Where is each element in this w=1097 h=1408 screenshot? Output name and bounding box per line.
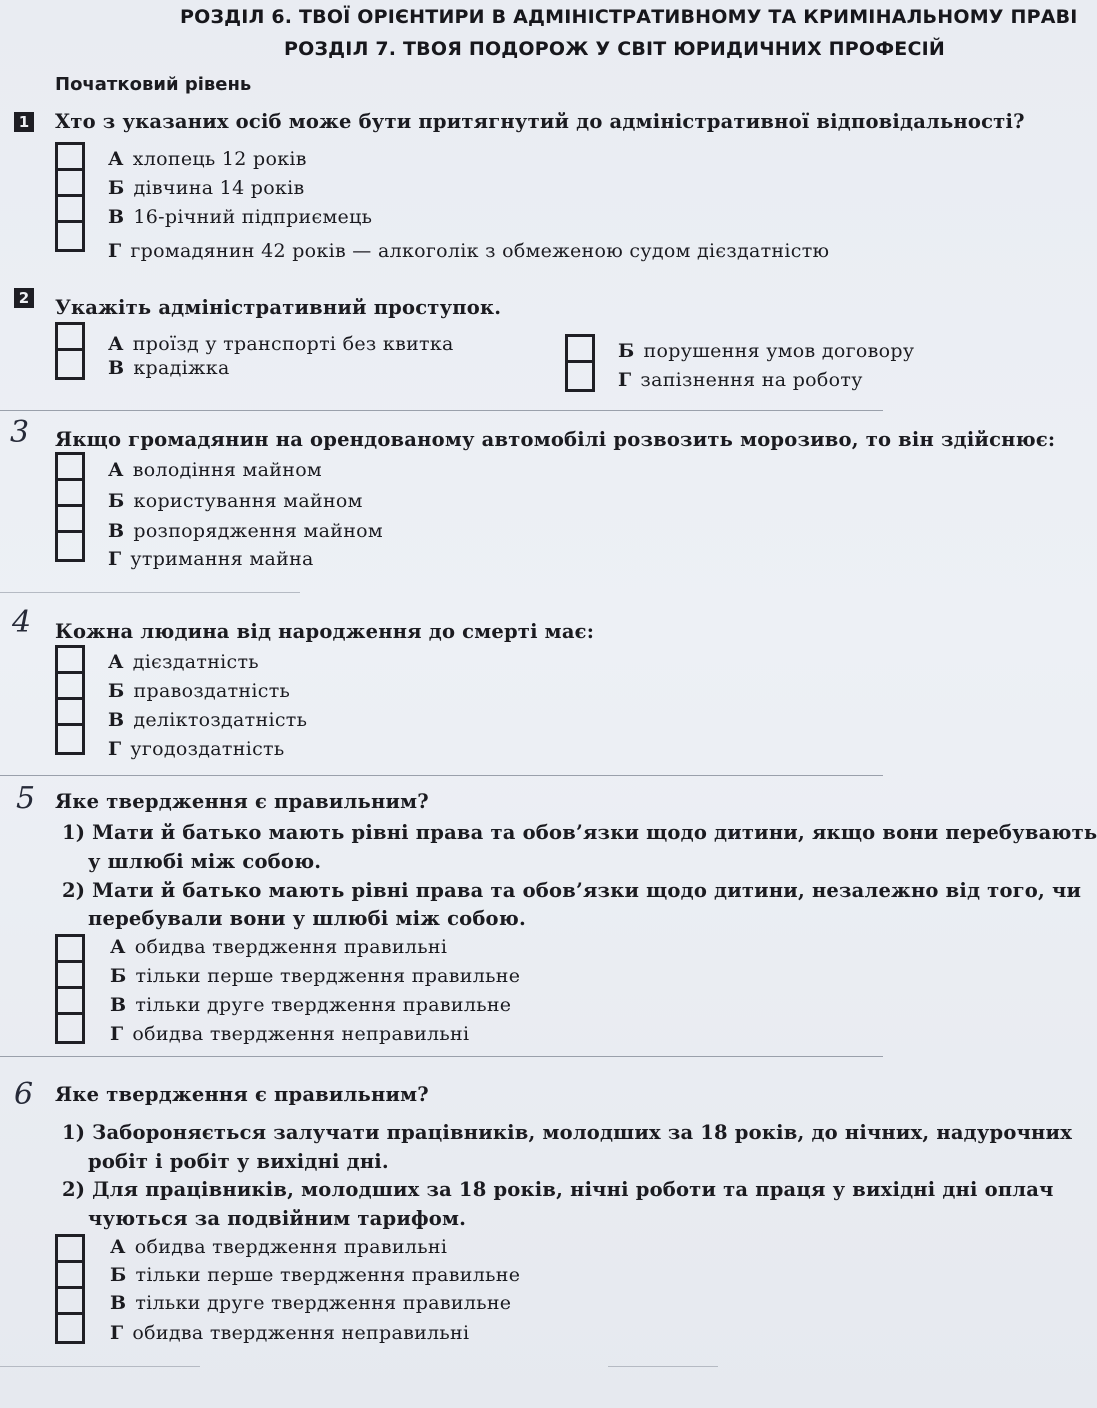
question-6-text: Яке твердження є правильним?: [55, 1083, 429, 1106]
option-letter: Г: [108, 738, 122, 760]
option-q4-b: [108, 680, 290, 702]
answer-box[interactable]: [58, 648, 82, 674]
answer-box[interactable]: [58, 1015, 82, 1041]
answer-box[interactable]: [58, 145, 82, 171]
answer-boxes-q1[interactable]: [55, 142, 85, 252]
answer-box[interactable]: [58, 674, 82, 700]
option-text: володіння майном: [132, 459, 323, 481]
option-letter: А: [110, 936, 126, 958]
answer-box[interactable]: [58, 726, 82, 752]
option-letter: В: [110, 994, 127, 1016]
answer-box[interactable]: [58, 1237, 82, 1263]
option-q2-g: [618, 369, 863, 391]
statement-q6-2: 2) Для працівників, молодших за 18 років, нічні роботи та праця у вихідні дні оплач: [62, 1178, 1054, 1201]
answer-box[interactable]: [58, 351, 82, 377]
option-q6-d: [110, 1322, 469, 1344]
statement-q5-1: 1) Мати й батько мають рівні права та обов’язки щодо дитини, якщо вони перебувають: [62, 821, 1097, 844]
option-text: обидва твердження правильні: [134, 1236, 448, 1258]
statement-q5-1-cont: у шлюбі між собою.: [88, 850, 322, 873]
statement-q6-1: 1) Забороняється залучати працівників, молодших за 18 років, до нічних, надурочних: [62, 1121, 1073, 1144]
option-text: 16-річний підприємець: [133, 206, 373, 228]
statement-q5-2-cont: перебували вони у шлюбі між собою.: [88, 907, 526, 930]
option-letter: Б: [110, 965, 127, 987]
answer-boxes-q2-right[interactable]: [565, 334, 595, 392]
option-letter: В: [110, 1292, 127, 1314]
option-letter: Г: [110, 1023, 124, 1045]
statement-q6-1-cont: робіт і робіт у вихідні дні.: [88, 1150, 389, 1173]
level-heading: Початковий рівень: [55, 74, 252, 95]
option-text: користування майном: [133, 490, 363, 512]
option-letter: Б: [618, 340, 635, 362]
option-q2-b: [618, 340, 914, 362]
answer-box[interactable]: [58, 507, 82, 533]
answer-box[interactable]: [58, 1289, 82, 1315]
option-q1-c: [108, 206, 372, 228]
question-number-5: 5: [16, 781, 36, 816]
answer-box[interactable]: [58, 223, 82, 249]
option-letter: Б: [108, 680, 125, 702]
option-letter: А: [108, 459, 124, 481]
option-q4-d: [108, 738, 284, 760]
option-text: порушення умов договору: [643, 340, 915, 362]
option-text: громадянин 42 років — алкоголік з обмеженою судом дієздатністю: [130, 240, 830, 262]
answer-box[interactable]: [58, 455, 82, 481]
option-q6-b: [110, 1264, 520, 1286]
option-q2-v: [108, 357, 230, 379]
option-letter: В: [108, 709, 125, 731]
option-q3-b: [108, 490, 363, 512]
answer-box[interactable]: [58, 1315, 82, 1341]
option-q1-b: [108, 177, 305, 199]
divider: [0, 1056, 883, 1057]
statement-q5-2: 2) Мати й батько мають рівні права та обов’язки щодо дитини, незалежно від того, чи: [62, 879, 1082, 902]
option-text: правоздатність: [133, 680, 291, 702]
answer-boxes-q3[interactable]: [55, 452, 85, 562]
question-5-text: Яке твердження є правильним?: [55, 790, 429, 813]
answer-boxes-q5[interactable]: [55, 934, 85, 1044]
option-q6-c: [110, 1292, 511, 1314]
answer-box[interactable]: [58, 937, 82, 963]
answer-box[interactable]: [58, 963, 82, 989]
option-text: дівчина 14 років: [133, 177, 305, 199]
option-letter: А: [108, 333, 124, 355]
option-letter: А: [110, 1236, 126, 1258]
divider: [0, 775, 883, 776]
option-text: тільки друге твердження правильне: [135, 1292, 512, 1314]
option-q3-d: [108, 548, 314, 570]
option-q1-a: [108, 148, 307, 170]
option-q3-a: [108, 459, 322, 481]
option-letter: В: [108, 357, 125, 379]
option-text: дієздатність: [132, 651, 259, 673]
answer-box[interactable]: [58, 1263, 82, 1289]
answer-box[interactable]: [58, 171, 82, 197]
option-letter: А: [108, 651, 124, 673]
answer-box[interactable]: [58, 700, 82, 726]
answer-box[interactable]: [58, 989, 82, 1015]
statement-q6-2-cont: чуються за подвійним тарифом.: [88, 1207, 467, 1230]
option-letter: Г: [618, 369, 632, 391]
option-q5-c: [110, 994, 511, 1016]
option-q5-a: [110, 936, 447, 958]
option-text: хлопець 12 років: [132, 148, 307, 170]
option-letter: Г: [108, 548, 122, 570]
option-q4-c: [108, 709, 307, 731]
section-title-7: РОЗДІЛ 7. ТВОЯ ПОДОРОЖ У СВІТ ЮРИДИЧНИХ ПРОФЕСІЙ: [284, 38, 945, 60]
answer-box[interactable]: [58, 481, 82, 507]
answer-boxes-q2-left[interactable]: [55, 322, 85, 380]
option-letter: Г: [108, 240, 122, 262]
answer-box[interactable]: [58, 197, 82, 223]
option-letter: В: [108, 520, 125, 542]
question-number-4: 4: [12, 605, 32, 640]
option-q5-b: [110, 965, 520, 987]
option-text: крадіжка: [133, 357, 230, 379]
question-4-text: Кожна людина від народження до смерті має:: [55, 620, 595, 643]
option-letter: В: [108, 206, 125, 228]
option-text: тільки перше твердження правильне: [135, 965, 521, 987]
divider: [0, 1366, 200, 1367]
question-number-6: 6: [14, 1077, 34, 1112]
option-letter: А: [108, 148, 124, 170]
option-text: обидва твердження неправильні: [132, 1322, 470, 1344]
option-text: обидва твердження неправильні: [132, 1023, 470, 1045]
option-q3-c: [108, 520, 383, 542]
option-letter: Г: [110, 1322, 124, 1344]
divider: [0, 410, 883, 411]
option-text: проїзд у транспорті без квитка: [132, 333, 454, 355]
question-number-3: 3: [10, 415, 30, 450]
question-3-text: Якщо громадянин на орендованому автомобілі розвозить морозиво, то він здійснює:: [55, 428, 1056, 451]
option-q4-a: [108, 651, 259, 673]
section-title-6: РОЗДІЛ 6. ТВОЇ ОРІЄНТИРИ В АДМІНІСТРАТИВНОМУ ТА КРИМІНАЛЬНОМУ ПРАВІ: [180, 6, 1078, 28]
option-q1-d: [108, 240, 829, 262]
question-2-text: Укажіть адміністративний проступок.: [55, 296, 502, 319]
option-text: утримання майна: [130, 548, 314, 570]
divider: [0, 592, 300, 593]
option-letter: Б: [108, 490, 125, 512]
option-text: обидва твердження правильні: [134, 936, 448, 958]
answer-boxes-q6[interactable]: [55, 1234, 85, 1344]
answer-box[interactable]: [58, 533, 82, 559]
option-q6-a: [110, 1236, 447, 1258]
answer-box[interactable]: [568, 363, 592, 389]
option-text: угодоздатність: [130, 738, 285, 760]
option-text: розпорядження майном: [133, 520, 384, 542]
answer-boxes-q4[interactable]: [55, 645, 85, 755]
option-text: деліктоздатність: [133, 709, 308, 731]
option-text: запізнення на роботу: [640, 369, 863, 391]
option-letter: Б: [108, 177, 125, 199]
option-q2-a: [108, 333, 454, 355]
question-number-1: 1: [14, 112, 34, 132]
option-q5-d: [110, 1023, 469, 1045]
answer-box[interactable]: [58, 325, 82, 351]
question-number-2: 2: [14, 288, 34, 308]
question-1-text: Хто з указаних осіб може бути притягнутий до адміністративної відповідальності?: [55, 110, 1025, 133]
divider: [608, 1366, 718, 1367]
option-text: тільки друге твердження правильне: [135, 994, 512, 1016]
option-letter: Б: [110, 1264, 127, 1286]
option-text: тільки перше твердження правильне: [135, 1264, 521, 1286]
answer-box[interactable]: [568, 337, 592, 363]
